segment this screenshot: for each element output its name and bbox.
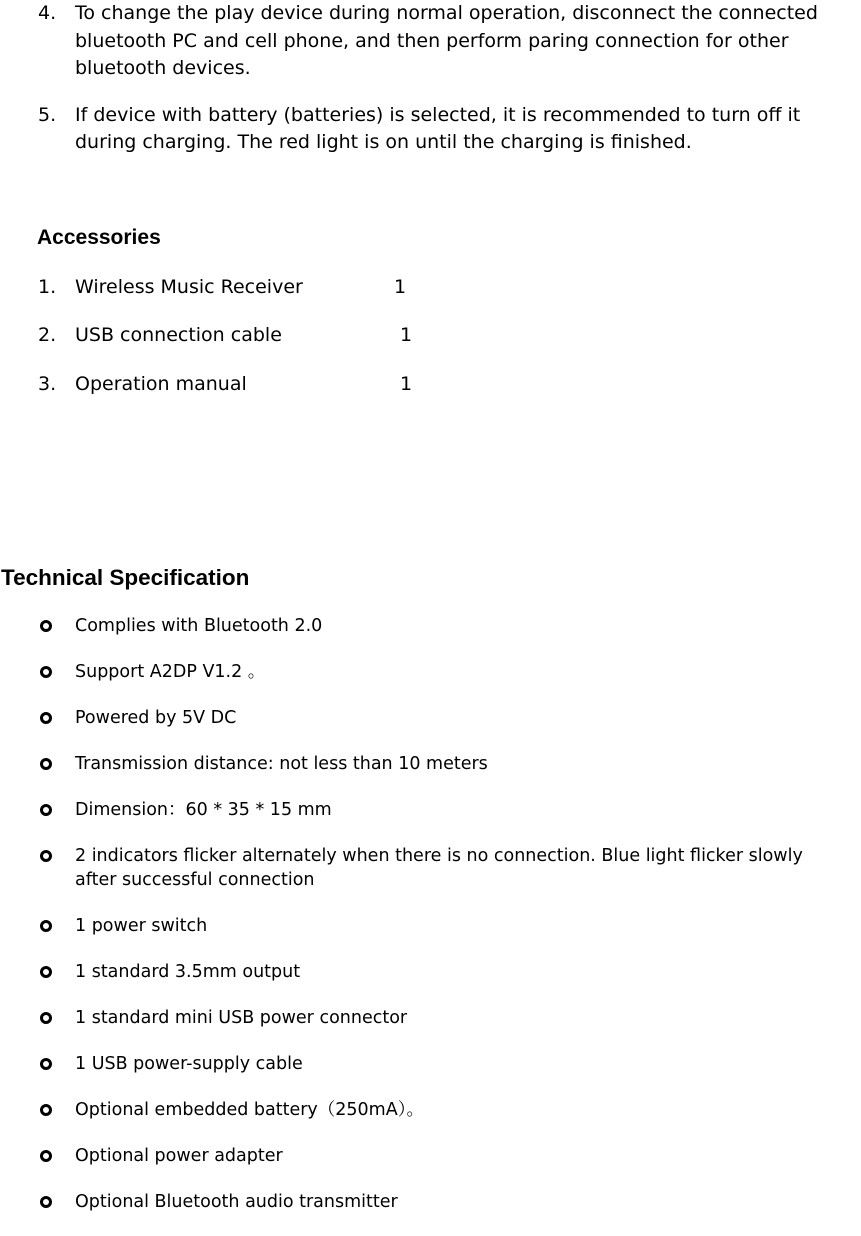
spec-item bbox=[37, 706, 861, 730]
circle-bullet-icon bbox=[40, 758, 52, 770]
instruction-list bbox=[38, 0, 861, 176]
spec-item bbox=[37, 660, 861, 684]
spec-text: Transmission distance: not less than 10 meters bbox=[75, 754, 488, 774]
instruction-item-5 bbox=[38, 102, 861, 157]
spec-item bbox=[37, 960, 861, 984]
circle-bullet-icon bbox=[40, 1150, 52, 1162]
spec-text: 2 indicators flicker alternately when there is no connection. Blue light flicker slowly after successful connection bbox=[75, 846, 803, 890]
specification-list bbox=[37, 614, 861, 1236]
spec-text: Optional power adapter bbox=[75, 1146, 283, 1166]
instruction-text: If device with battery (batteries) is selected, it is recommended to turn off it during charging. The red light is on until the charging is finished. bbox=[75, 103, 801, 153]
accessory-name: Wireless Music Receiver bbox=[75, 276, 303, 298]
circle-bullet-icon bbox=[40, 666, 52, 678]
circle-bullet-icon bbox=[40, 1012, 52, 1024]
spec-text: Dimension：60 * 35 * 15 mm bbox=[75, 800, 332, 820]
accessory-quantity: 1 bbox=[400, 324, 413, 346]
spec-item bbox=[37, 914, 861, 938]
spec-text: Complies with Bluetooth 2.0 bbox=[75, 616, 323, 636]
spec-item bbox=[37, 1006, 861, 1030]
circle-bullet-icon bbox=[40, 966, 52, 978]
spec-text: 1 standard 3.5mm output bbox=[75, 962, 301, 982]
instruction-item-4 bbox=[38, 0, 861, 83]
spec-text: Optional embedded battery（250mA）。 bbox=[75, 1100, 424, 1120]
spec-text: Support A2DP V1.2 。 bbox=[75, 662, 266, 682]
accessories-heading: Accessories bbox=[37, 226, 161, 249]
accessory-number: 3. bbox=[38, 373, 57, 395]
accessory-name: USB connection cable bbox=[75, 324, 282, 346]
accessory-quantity: 1 bbox=[394, 276, 407, 298]
spec-item bbox=[37, 752, 861, 776]
circle-bullet-icon bbox=[40, 1196, 52, 1208]
accessory-name: Operation manual bbox=[75, 373, 247, 395]
spec-text: Powered by 5V DC bbox=[75, 708, 237, 728]
spec-item bbox=[37, 614, 861, 638]
technical-specification-heading: Technical Specification bbox=[1, 565, 250, 590]
spec-text: Optional Bluetooth audio transmitter bbox=[75, 1192, 398, 1212]
spec-text: 1 power switch bbox=[75, 916, 208, 936]
spec-item bbox=[37, 1190, 861, 1214]
spec-item bbox=[37, 1144, 861, 1168]
accessory-number: 1. bbox=[38, 276, 57, 298]
instruction-text: To change the play device during normal operation, disconnect the connected bluetooth PC and cell phone, and then perform paring connection for other bluetooth devices. bbox=[75, 2, 818, 79]
spec-text: 1 USB power-supply cable bbox=[75, 1054, 303, 1074]
accessory-quantity: 1 bbox=[400, 373, 413, 395]
spec-item bbox=[37, 798, 861, 822]
spec-text: 1 standard mini USB power connector bbox=[75, 1008, 408, 1028]
instruction-number: 5. bbox=[38, 103, 57, 126]
instruction-number: 4. bbox=[38, 2, 57, 24]
spec-item bbox=[37, 844, 861, 892]
circle-bullet-icon bbox=[40, 1104, 52, 1116]
circle-bullet-icon bbox=[40, 804, 52, 816]
accessory-number: 2. bbox=[38, 324, 57, 346]
circle-bullet-icon bbox=[40, 712, 52, 724]
circle-bullet-icon bbox=[40, 1058, 52, 1070]
circle-bullet-icon bbox=[40, 920, 52, 932]
circle-bullet-icon bbox=[40, 620, 52, 632]
spec-item bbox=[37, 1052, 861, 1076]
circle-bullet-icon bbox=[40, 850, 52, 862]
spec-item bbox=[37, 1098, 861, 1122]
